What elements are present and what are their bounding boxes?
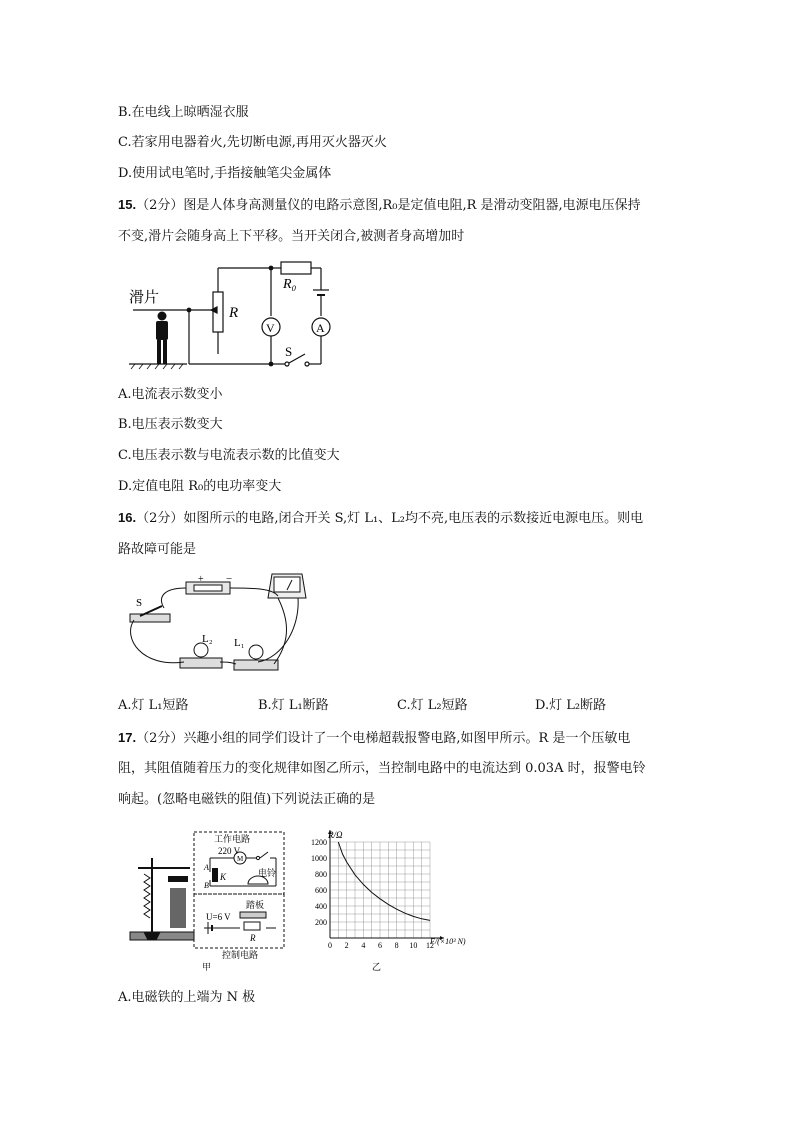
q17-a-label: A — [204, 863, 209, 872]
q17-bell-label: 电铃 — [258, 868, 277, 878]
chart-y-axis-label: R/Ω — [328, 830, 343, 840]
chart-y-tick-label: 200 — [315, 918, 327, 927]
chart-x-tick-label: 4 — [361, 941, 366, 950]
chart-x-tick-label: 12 — [426, 941, 434, 950]
q17-text-1: （2分）兴趣小组的同学们设计了一个电梯超载报警电路,如图甲所示。R 是一个压敏电 — [136, 731, 631, 746]
q16-battery-minus: − — [226, 573, 233, 585]
q17-r-label: R — [250, 933, 256, 943]
q15-option-c: C.电压表示数与电流表示数的比值变大 — [118, 448, 340, 463]
q16-option-a: A.灯 L₁短路 — [118, 698, 189, 713]
q15-option-b: B.电压表示数变大 — [118, 417, 223, 432]
chart-x-tick-label: 10 — [409, 941, 418, 950]
chart-y-tick-label: 800 — [315, 870, 327, 879]
q16-text-1: （2分）如图所示的电路,闭合开关 S,灯 L₁、L₂均不亮,电压表的示数接近电源电压。则电 — [136, 511, 644, 526]
q17-caption-jia: 甲 — [202, 962, 212, 972]
q16-switch-label: S — [136, 597, 143, 609]
chart-y-tick-label: 600 — [315, 886, 327, 895]
q15-stem-line1 — [118, 196, 641, 215]
q16-number: 16. — [118, 510, 137, 525]
q17-k-label: K — [220, 872, 227, 882]
q17-u-label: U=6 V — [206, 912, 231, 922]
q16-l2-label: L₂ — [202, 633, 213, 645]
q15-number: 15. — [118, 197, 137, 212]
q15-switch-label: S — [285, 344, 293, 359]
q14-option-b: B.在电线上晾晒湿衣服 — [118, 105, 249, 120]
q17-b-label: B — [204, 881, 209, 890]
chart-series-line — [338, 842, 430, 920]
q16-option-b: B.灯 L₁断路 — [258, 698, 329, 713]
chart-x-tick-label: 8 — [394, 941, 399, 950]
chart-y-tick-label: 400 — [315, 902, 327, 911]
q15-voltmeter-label: V — [266, 321, 275, 335]
q17-stem-line2: 阻，其阻值随着压力的变化规律如图乙所示，当控制电路中的电流达到 0.03A 时，报警电铃 — [118, 761, 646, 776]
q17-stem-line1 — [118, 729, 630, 748]
chart-x-axis-label: F/(×10³ N) — [430, 937, 466, 946]
q14-option-d: D.使用试电笔时,手指接触笔尖金属体 — [118, 166, 332, 181]
q16-l1-label: L₁ — [234, 637, 245, 649]
q17-motor-label: M — [237, 855, 244, 863]
q16-option-c: C.灯 L₂短路 — [397, 698, 468, 713]
q17-option-a: A.电磁铁的上端为 N 极 — [118, 990, 256, 1005]
q15-r0-label: R₀ — [283, 277, 297, 292]
q15-ammeter-label: A — [316, 321, 325, 335]
q17-work-circuit-label: 工作电路 — [214, 834, 251, 844]
q17-chart-yi — [300, 826, 470, 976]
q15-slider-label: 滑片 — [129, 290, 160, 306]
q15-circuit-figure — [125, 258, 335, 373]
q17-control-circuit-label: 控制电路 — [222, 950, 259, 960]
chart-series — [338, 842, 430, 920]
chart-axes — [328, 830, 444, 940]
chart-y-tick-label: 1000 — [311, 854, 327, 863]
q16-physical-circuit-figure — [122, 568, 312, 680]
chart-caption: 乙 — [372, 962, 382, 972]
q15-option-a: A.电流表示数变小 — [118, 387, 223, 402]
q17-stem-line3: 响起。(忽略电磁铁的阻值)下列说法正确的是 — [118, 792, 376, 807]
chart-grid — [330, 842, 430, 938]
q17-figure-jia — [130, 828, 290, 973]
q14-option-c: C.若家用电器着火,先切断电源,再用灭火器灭火 — [118, 135, 387, 150]
chart-tick-labels — [311, 838, 434, 950]
chart-x-tick-label: 0 — [328, 941, 332, 950]
chart-x-tick-label: 2 — [344, 941, 349, 950]
q15-option-d: D.定值电阻 R₀的电功率变大 — [118, 479, 282, 494]
chart-x-tick-label: 6 — [378, 941, 382, 950]
q15-text-1: （2分）图是人体身高测量仪的电路示意图,R₀是定值电阻,R 是滑动变阻器,电源电压保持 — [136, 198, 641, 213]
chart-y-tick-label: 1200 — [311, 838, 327, 847]
q17-voltage-label: 220 V — [218, 846, 241, 856]
q16-battery-plus: + — [198, 574, 204, 585]
q16-stem-line2: 路故障可能是 — [118, 542, 197, 557]
q15-stem-line2: 不变,滑片会随身高上下平移。当开关闭合,被测者身高增加时 — [118, 229, 465, 244]
q16-option-d: D.灯 L₂断路 — [535, 698, 607, 713]
q17-plate-label: 踏板 — [246, 900, 265, 910]
q15-r-label: R — [229, 305, 239, 321]
q16-stem-line1 — [118, 509, 643, 528]
q17-number: 17. — [118, 730, 137, 745]
